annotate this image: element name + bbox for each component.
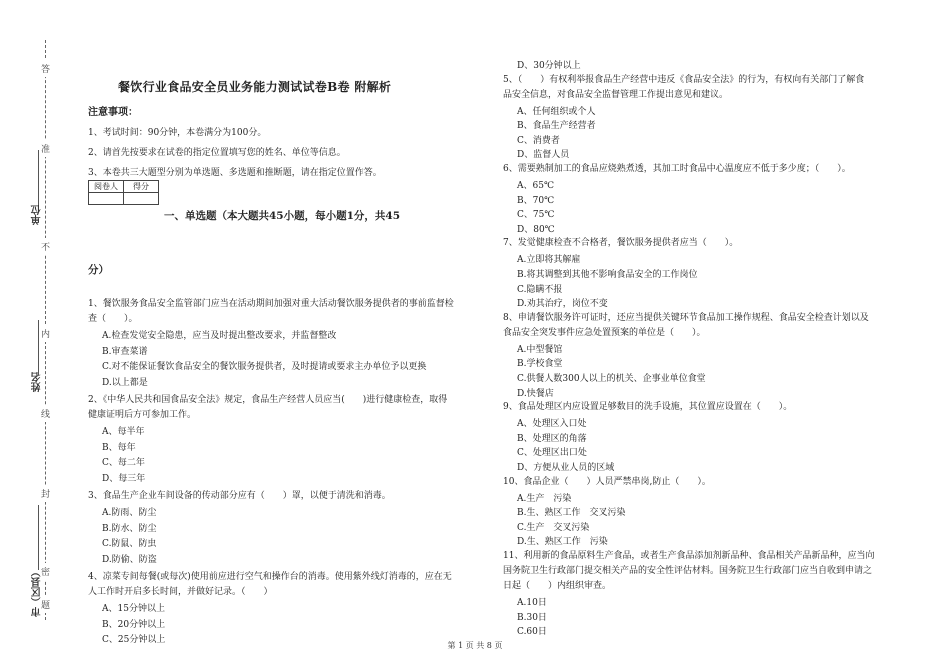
answer-option[interactable]: B、70℃ (517, 195, 555, 206)
answer-option[interactable]: C、25分钟以上 (102, 635, 166, 645)
answer-option[interactable]: D、30分钟以上 (517, 61, 581, 71)
answer-option[interactable]: A.检查发觉安全隐患，应当及时提出整改要求，并监督整改 (102, 331, 337, 341)
answer-option[interactable]: C、处理区出口处 (517, 448, 587, 459)
score-cell[interactable] (124, 193, 159, 205)
answer-option[interactable]: C.防鼠、防虫 (102, 539, 157, 549)
answer-option[interactable]: C.隐瞒不报 (517, 284, 563, 295)
section-title: 一、单选题（本大题共45小题，每小题1分，共45 (164, 210, 401, 222)
answer-option[interactable]: B、20分钟以上 (102, 619, 166, 630)
page-footer: 第 1 页 共 8 页 (447, 641, 503, 650)
question-text: 国务院卫生行政部门提交相关产品的安全性评估材料。国务院卫生行政部门应当自收到申请之 (503, 566, 873, 576)
name-label: 姓名 (32, 372, 43, 392)
answer-option[interactable]: C、每二年 (102, 458, 145, 468)
question-text: 6、需要熟制加工的食品应烧熟煮透，其加工时食品中心温度应不低于多少度；（ ）。 (503, 164, 851, 174)
exam-title: 餐饮行业食品安全员业务能力测试试卷B卷 附解析 (118, 80, 392, 94)
answer-option[interactable]: B、每年 (102, 442, 136, 453)
answer-option[interactable]: D、每三年 (102, 473, 146, 484)
answer-option[interactable]: C、75℃ (517, 210, 555, 221)
answer-option[interactable]: D、方便从业人员的区域 (517, 463, 615, 473)
question-text: 日起（ ）内组织审查。 (503, 581, 612, 591)
question-text: 2、《中华人民共和国食品安全法》规定，食品生产经营人员应当( )进行健康检查，取得 (88, 395, 448, 405)
district-field-line[interactable] (38, 505, 39, 570)
answer-option[interactable]: B.防水、防尘 (102, 523, 157, 534)
binding-char: 封 (41, 485, 50, 502)
binding-char: 不 (41, 238, 50, 255)
question-text: 7、发觉健康检查不合格者，餐饮服务提供者应当（ ）。 (503, 238, 739, 249)
answer-option[interactable]: A.生产 污染 (517, 493, 572, 504)
question-text: 健康证明后方可参加工作。 (88, 410, 197, 420)
district-label: 市（区县） (32, 567, 43, 617)
answer-option[interactable]: B.学校食堂 (517, 359, 563, 370)
answer-option[interactable]: A.10日 (517, 598, 547, 608)
answer-option[interactable]: D.劝其治疗，岗位不变 (517, 299, 608, 310)
score-header: 得分 (124, 181, 159, 193)
binding-char: 准 (41, 140, 50, 157)
question-text: 1、餐饮服务食品安全监管部门应当在活动期间加强对重大活动餐饮服务提供者的事前监督检 (88, 299, 454, 309)
answer-option[interactable]: C.生产 交叉污染 (517, 522, 590, 533)
answer-option[interactable]: A.中型餐馆 (517, 344, 563, 355)
answer-option[interactable]: A、处理区入口处 (517, 419, 587, 430)
answer-option[interactable]: D.防偷、防盗 (102, 554, 157, 565)
answer-option[interactable]: D、80℃ (517, 224, 555, 235)
question-text: 4、凉菜专间每餐(或每次)使用前应进行空气和操作台的消毒。使用紫外线灯消毒的，应在无 (88, 572, 452, 582)
question-text: 食品安全突发事件应急处置预案的单位是（ ）。 (503, 327, 706, 338)
answer-option[interactable]: C.供餐人数300人以上的机关、企事业单位食堂 (517, 374, 706, 384)
notice-item: 3、本卷共三大题型分别为单选题、多选题和推断题，请在指定位置作答。 (88, 168, 382, 178)
answer-option[interactable]: D、监督人员 (517, 150, 570, 161)
answer-option[interactable]: C.60日 (517, 627, 547, 638)
unit-field-line[interactable] (38, 150, 39, 210)
answer-option[interactable]: D.生、熟区工作 污染 (517, 537, 608, 548)
answer-option[interactable]: A、15分钟以上 (102, 604, 165, 614)
binding-char: 密 (41, 563, 50, 580)
answer-option[interactable]: B.30日 (517, 612, 547, 623)
question-text: 查（ ）。 (88, 314, 138, 324)
question-text: 10、食品企业（ ）人员严禁串岗,防止（ ）。 (503, 476, 711, 487)
answer-option[interactable]: A、65℃ (517, 181, 555, 191)
answer-option[interactable]: A、每半年 (102, 427, 145, 437)
score-table (88, 180, 159, 205)
answer-option[interactable]: B.审查菜谱 (102, 346, 148, 357)
binding-char: 内 (41, 325, 50, 342)
question-text: 人工作时开启多长时间，并做好记录。（ ） (88, 587, 273, 597)
answer-option[interactable]: A.立即将其解雇 (517, 255, 581, 266)
binding-char: 题 (41, 596, 50, 613)
binding-char: 答 (41, 60, 50, 77)
notice-item: 1、考试时间：90分钟，本卷满分为100分。 (88, 128, 267, 138)
section-title-continued: 分） (88, 264, 109, 276)
question-text: 11、利用新的食品原料生产食品，或者生产食品添加剂新品种、食品相关产品新品种，应当向 (503, 551, 875, 561)
answer-option[interactable]: A、任何组织或个人 (517, 106, 596, 117)
notice-heading: 注意事项： (88, 107, 138, 118)
answer-option[interactable]: B、食品生产经营者 (517, 121, 596, 132)
reviewer-cell[interactable] (89, 193, 124, 205)
answer-option[interactable]: C.对不能保证餐饮食品安全的餐饮服务提供者，及时提请或要求主办单位予以更换 (102, 362, 427, 372)
answer-option[interactable]: D.快餐店 (517, 388, 554, 399)
unit-label: 单位 (32, 205, 43, 225)
question-text: 品安全信息，对食品安全监督管理工作提出意见和建议。 (503, 89, 729, 100)
notice-item: 2、请首先按要求在试卷的指定位置填写您的姓名、单位等信息。 (88, 148, 346, 158)
question-text: 8、申请餐饮服务许可证时，还应当提供关键环节食品加工操作规程、食品安全检查计划以及 (503, 312, 869, 323)
name-field-line[interactable] (38, 320, 39, 375)
question-text: 9、食品处理区内应设置足够数目的洗手设施，其位置应设置在（ ）。 (503, 402, 793, 413)
answer-option[interactable]: B、处理区的角落 (517, 433, 587, 444)
binding-char: 线 (41, 405, 50, 422)
answer-option[interactable]: B.将其调整到其他不影响食品安全的工作岗位 (517, 270, 698, 280)
reviewer-header: 阅卷人 (89, 181, 124, 193)
answer-option[interactable]: C、消费者 (517, 135, 560, 146)
binding-strip (0, 0, 75, 671)
answer-option[interactable]: B.生、熟区工作 交叉污染 (517, 508, 626, 519)
question-text: 3、食品生产企业车间设备的传动部分应有（ ）罩，以便于清洗和消毒。 (88, 491, 391, 501)
answer-option[interactable]: A.防雨、防尘 (102, 508, 157, 518)
answer-option[interactable]: D.以上都是 (102, 377, 148, 388)
question-text: 5、（ ）有权利举报食品生产经营中违反《食品安全法》的行为，有权向有关部门了解食 (503, 74, 865, 85)
